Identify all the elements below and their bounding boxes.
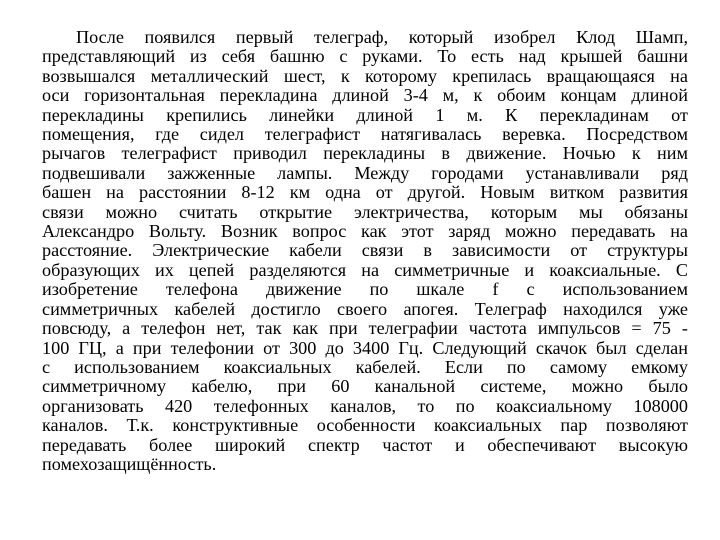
paragraph-line: помехозащищённость. [42, 454, 217, 474]
paragraph-line: с использованием коаксиальных кабелей. Если по самому емкому [42, 357, 688, 377]
paragraph-line: повсюду, а телефон нет, так как при телеграфии частота импульсов = 75 - [42, 319, 688, 339]
paragraph-line: 100 ГЦ, а при телефонии от 300 до 3400 Гц. Следующий скачок был сделан [42, 338, 688, 358]
paragraph-line: возвышался металлический шест, к которому крепилась вращающаяся на [42, 66, 688, 86]
paragraph-line: рычагов телеграфист приводил перекладины в движение. Ночью к ним [42, 144, 688, 164]
paragraph-line: образующих их цепей разделяются на симметричные и коаксиальные. С [42, 260, 688, 280]
paragraph-line: помещения, где сидел телеграфист натягивалась веревка. Посредством [42, 125, 688, 145]
paragraph-line: перекладины крепились линейки длиной 1 м. К перекладинам от [42, 105, 688, 125]
paragraph-line: передавать более широкий спектр частот и обеспечивают высокую [42, 435, 688, 455]
paragraph-line: башен на расстоянии 8-12 км одна от другой. Новым витком развития [42, 183, 688, 203]
paragraph-line: расстояние. Электрические кабели связи в зависимости от структуры [42, 241, 688, 261]
paragraph-line: Александро Вольту. Возник вопрос как этот заряд можно передавать на [42, 222, 688, 242]
paragraph-line: подвешивали зажженные лампы. Между городами устанавливали ряд [42, 163, 688, 183]
paragraph-line: изобретение телефона движение по шкале f с использованием [42, 280, 688, 300]
paragraph-line: После появился первый телеграф, который изобрел Клод Шамп, [76, 28, 688, 47]
telegraph-history-paragraph [42, 28, 688, 474]
paragraph-line: представляющий из себя башню с руками. То есть над крышей башни [42, 47, 688, 67]
paragraph-line: оси горизонтальная перекладина длиной 3-4 м, к обоим концам длиной [42, 86, 688, 106]
paragraph-line: связи можно считать открытие электричества, которым мы обязаны [42, 202, 688, 222]
paragraph-line: симметричному кабелю, при 60 канальной системе, можно было [42, 377, 688, 397]
paragraph-line: симметричных кабелей достигло своего апогея. Телеграф находился уже [42, 299, 688, 319]
paragraph-line: каналов. Т.к. конструктивные особенности коаксиальных пар позволяют [42, 416, 688, 436]
paragraph-line: организовать 420 телефонных каналов, то по коаксиальному 108000 [42, 396, 688, 416]
